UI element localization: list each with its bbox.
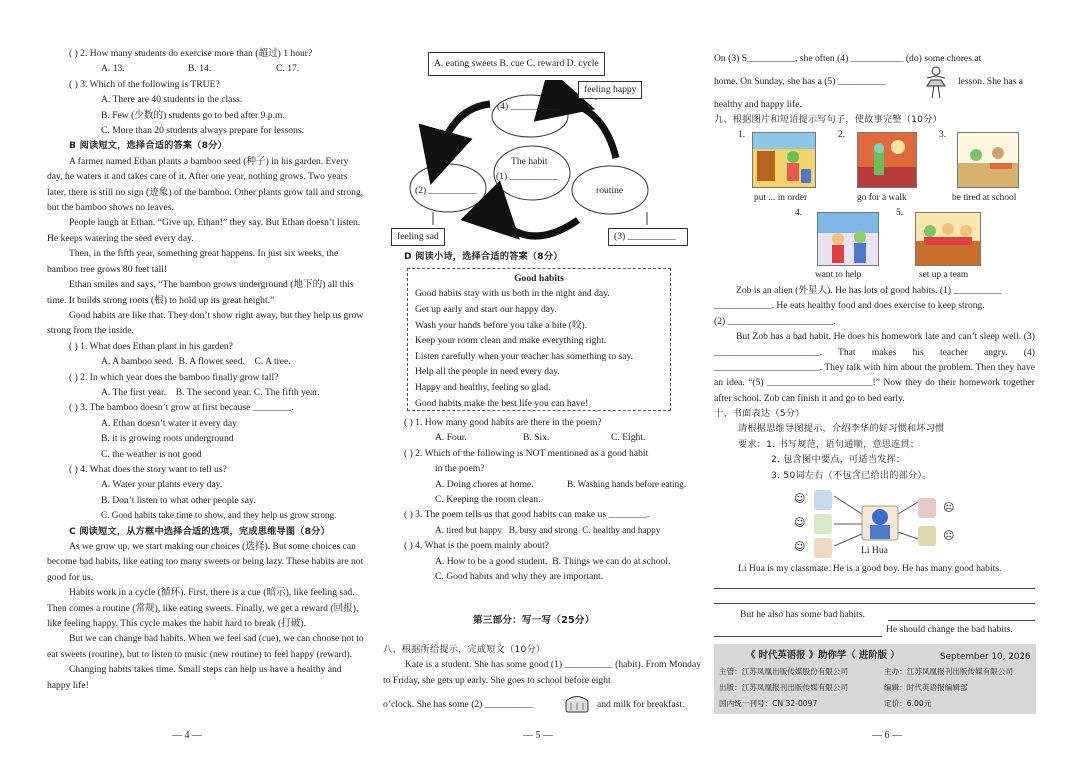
passage-b-paragraph: Good habits are like that. They don’t show right away, but they help us grow strong from the inside. [47, 309, 364, 337]
question-d1: ( ) 1. How many good habits are there in the poem? [404, 417, 602, 428]
poem-line: Keep your room clean and make everything right. [415, 335, 607, 347]
passage-c-paragraph: But we can change bad habits. When we feel sad (cue), we can choose not to eat sweets (routine), but to listen to music (new routine) to feel happy (reward). [47, 633, 364, 660]
option-c: C. Eight. [611, 432, 646, 444]
story-line: Zob is an alien (外星人). He has lots of good habits. (1) __________ [736, 285, 1002, 296]
poem-line: Happy and healthy, feeling so glad. [415, 381, 551, 393]
poem-line: Listen carefully when your teacher has something to say. [415, 350, 634, 362]
section-8-line-5: healthy and happy life. [714, 99, 802, 110]
picture-1-caption: put ... in order [754, 193, 808, 203]
story-paragraph: But Zob has a bad habit. He does his homework late and can’t sleep well. (3) ______________________. That makes his teacher angry. (4) ______________________. They talk with him about the problem. Then they have an idea. “(5) ______________________!” Now they do their homework together after school. Zob can finish it and go to bed early. [714, 331, 1035, 404]
picture-number: 4. [795, 208, 803, 218]
masthead-date: September 10, 2026 [940, 652, 1031, 662]
picture-number: 2. [838, 130, 846, 140]
picture-5-caption: set up a team [919, 270, 969, 280]
smile-icon: ☺ [794, 516, 806, 529]
blank-3-box: (3) __________ [608, 228, 688, 246]
story-line: ____________. He eats healthy food and does exercise to keep strong. [714, 300, 985, 312]
question-a2-options [47, 61, 366, 76]
section-10-requirement: 要求：1. 书写规范，语句通顺，意思连贯； [738, 439, 920, 450]
good-habit-picture [814, 514, 832, 534]
section-8-line-3: On (3) S__________, she often (4) ___________ (do) some chores at [714, 53, 982, 64]
poem-line: Good habits make the best life you can have! [415, 397, 589, 409]
poem-title: Good habits [514, 273, 564, 284]
masthead-info: 主办：江苏凤凰报刊出版传媒有限公司 [884, 667, 1014, 676]
picture-3-caption: be tired at school [952, 193, 1017, 203]
picture-2-caption: go for a walk [857, 193, 907, 203]
writing-end-line: He should change the bad habits. [886, 624, 1013, 635]
writing-middle-line: But he also has some bad habits. [740, 609, 865, 620]
passage-b-paragraph: Ethan smiles and says, “The bamboo grows underground (地下的) all this time. It builds strong roots (根) to hold up its great height.” [47, 279, 354, 306]
section-10-requirement: 3. 50词左右（不包含已给出的部分）。 [771, 470, 932, 481]
arrow-left [438, 104, 490, 158]
section-8-line-4-end: lesson. She has a [958, 76, 1024, 87]
arrow-bottom [500, 220, 578, 236]
question-d4: ( ) 4. What is the poem mainly about? [404, 540, 550, 552]
center-label: The habit [511, 156, 548, 167]
feeling-sad-box: feeling sad [391, 228, 445, 246]
option-a: A. Ethan doesn’t water it every day [101, 417, 237, 429]
passage-b-paragraph: People laugh at Ethan. “Give up, Ethan!” they say. But Ethan doesn’t listen. He keeps watering the seed every day. [47, 217, 361, 244]
question-a2: ( ) 2. How many students do exercise more than (超过) 1 hour? [69, 48, 313, 59]
option-a: A. There are 40 students in the class. [101, 94, 243, 106]
blank-2-label: (2) __________ [415, 185, 477, 196]
poem-line: Help all the people in need every day. [415, 366, 560, 378]
section-8-passage: Kate is a student. She has some good (1) __________ (habit). From Monday to Friday, she gets up early. She goes to school before eight [383, 659, 701, 686]
frown-icon: ☹ [943, 501, 955, 514]
section-9-story [714, 283, 1035, 406]
question-d3: ( ) 3. The poem tells us that good habits can make us ________. [404, 509, 650, 521]
section-d-questions [404, 415, 704, 584]
page-4-column [47, 46, 366, 693]
option-b: B. Few (少数的) students go to bed after 9 p.m. [101, 109, 285, 121]
smile-icon: ☺ [794, 540, 806, 553]
picture-1-tidying-room [752, 132, 816, 188]
section-8-line-4: home. On Sunday, she has a (5) __________ [714, 76, 886, 87]
masthead-info: 出版：江苏凤凰报刊出版传媒有限公司 [719, 683, 849, 692]
newspaper-masthead [714, 644, 1036, 714]
ballet-dancer-icon [923, 66, 949, 100]
routine-label: routine [596, 185, 624, 196]
section-d-heading: D 阅读小诗，选择合适的答案（8分） [404, 251, 563, 262]
picture-4-caption: want to help [815, 270, 862, 280]
option-a: A. 13. [101, 63, 125, 75]
feeling-happy-box: feeling happy [578, 81, 642, 99]
masthead-info: 编辑：时代英语报编辑部 [884, 683, 968, 692]
question-b1-options: A. A bamboo seed. B. A flower seed. C. A tree. [101, 356, 291, 368]
poem-line: Get up early and start our happy day. [415, 304, 557, 315]
writing-start-line: Li Hua is my classmate. He is a good boy. He has many good habits. [738, 563, 1002, 574]
masthead-info: 国内统一刊号：CN 32-0097 [719, 699, 818, 708]
option-c: C. 17. [276, 63, 300, 75]
li-hua-label: Li Hua [861, 545, 888, 556]
section-8-heading: 八、根据所给提示，完成短文（10分） [383, 644, 546, 655]
frown-icon: ☹ [943, 529, 955, 542]
writing-line[interactable] [888, 620, 1035, 621]
poem-line: Good habits stay with us both in the night and day. [415, 288, 610, 300]
question-d2: ( ) 2. Which of the following is NOT mentioned as a good habit [404, 447, 649, 459]
option-c: C. Good habits take time to show, and they help us grow strong. [101, 510, 337, 521]
writing-line[interactable] [714, 636, 882, 637]
passage-c-paragraph: Habits work in a cycle (循环). First, there is a cue (暗示), like feeling sad. Then comes a routine (常规), like eating sweets. Finally, we get a reward (回报), like feeling happy. This cycle makes the habit hard to break (打破). [47, 587, 359, 630]
page-number: — 5 — [523, 730, 553, 741]
question-d4-options: A. How to be a good student. B. Things we can do at school. [435, 555, 671, 567]
option-c: C. Good habits and why they are important. [435, 571, 604, 583]
picture-3-tired-at-school [957, 132, 1019, 188]
passage-c-paragraph: As we grow up, we start making our choices (选择). But some choices can become bad habits, like eating too many sweets or being lazy. These habits are not good for us. [47, 541, 364, 583]
option-c: C. the weather is not good [101, 448, 202, 460]
bread-icon [563, 692, 591, 714]
poem-box [407, 268, 671, 411]
writing-line[interactable] [714, 603, 1035, 604]
section-8-passage-line: o’clock. She has some (2) __________ [383, 699, 533, 710]
bad-habit-picture [918, 498, 936, 518]
writing-line[interactable] [714, 588, 1035, 589]
page-number: — 4 — [172, 730, 202, 741]
question-d2-continued: in the poem? [435, 463, 485, 475]
question-b4: ( ) 4. What does the story want to tell us? [69, 463, 227, 475]
poem-line: Wash your hands before you take a bite (咬). [415, 319, 588, 331]
page-number: — 6 — [872, 730, 902, 741]
question-a3: ( ) 3. Which of the following is TRUE? [69, 78, 220, 90]
part-3-heading: 第三部分：写一写（25分） [473, 615, 595, 626]
passage-b-paragraph: A farmer named Ethan plants a bamboo seed (种子) in his garden. Every day, he waters it and takes care of it. After one year, nothing grows. Two years later, there is still no sign (迹象) of the bamboo. Other plants grow tall and strong, but the bamboo shows no leaves. [47, 155, 364, 214]
bad-habit-picture [918, 526, 936, 546]
section-10-heading: 十、书面表达（5分） [714, 408, 805, 419]
option-b: B. Don’t listen to what other people say. [101, 494, 256, 506]
option-a: A. Doing chores at home. [435, 478, 534, 490]
picture-number: 5. [896, 208, 904, 218]
picture-5-team [915, 212, 981, 266]
section-c-heading: C 阅读短文，从方框中选择合适的选项，完成思维导图（8分） [69, 525, 331, 537]
blank-1-label: (1) __________ [496, 171, 558, 182]
question-b2: ( ) 2. In which year does the bamboo finally grow tall? [69, 371, 279, 383]
question-d3-options: A. tired but happy B. busy and strong C. healthy and happy [435, 524, 661, 535]
blank-4-label: (4) __________ [497, 101, 559, 112]
arrow-right [568, 102, 616, 158]
options-box: A. eating sweets B. cue C. reward D. cycle [428, 52, 605, 76]
option-a: A. Four. [435, 432, 467, 444]
good-habit-picture [814, 538, 832, 558]
option-c: C. More than 20 students always prepare for lessons. [101, 125, 305, 137]
section-8-passage-end: and milk for breakfast. [597, 699, 685, 710]
masthead-info: 定价：6.00元 [884, 699, 932, 708]
option-b: B. Washing hands before eating. [567, 478, 687, 489]
passage-b-paragraph: Then, in the fifth year, something great happens. In just six weeks, the bamboo tree grows 80 feet tall! [47, 248, 339, 275]
picture-number: 3. [939, 130, 947, 140]
picture-2-walking [857, 132, 917, 188]
masthead-title: 《 时代英语报 》助你学（ 进阶版 ） [746, 650, 900, 661]
story-line: (2) ______________________. [714, 315, 836, 327]
section-9-heading: 九、根据图片和短语提示写句子，使故事完整（10分） [714, 114, 943, 125]
masthead-info: 主管：江苏凤凰出版传媒股份有限公司 [719, 667, 849, 676]
option-b: B. it is growing roots underground [101, 433, 234, 445]
question-b3: ( ) 3. The bamboo doesn’t grow at first because ________. [69, 402, 294, 414]
question-b2-options: A. The first year. B. The second year. C. The fifth year. [101, 386, 320, 398]
picture-4-wanting-to-help [817, 212, 879, 266]
option-c: C. Keeping the room clean. [435, 494, 541, 506]
option-b: B. Six. [523, 432, 550, 444]
good-habit-picture [814, 490, 832, 510]
option-a: A. Water your plants every day. [101, 479, 223, 491]
option-b: B. 14. [188, 63, 212, 75]
smile-icon: ☺ [794, 492, 806, 505]
section-b-heading: B 阅读短文，选择合适的答案（8分） [69, 140, 228, 152]
picture-number: 1. [738, 130, 746, 140]
passage-c-paragraph: Changing habits takes time. Small steps can help us have a healthy and happy life! [47, 664, 342, 691]
question-d1-options [404, 430, 704, 445]
question-d2-options [404, 477, 704, 492]
question-b1: ( ) 1. What does Ethan plant in his garden? [69, 340, 233, 352]
section-10-prompt: 请根据思维导图提示，介绍李华的好习惯和坏习惯 [738, 423, 945, 434]
section-10-requirement: 2. 包含图中要点，可适当发挥； [771, 454, 906, 465]
